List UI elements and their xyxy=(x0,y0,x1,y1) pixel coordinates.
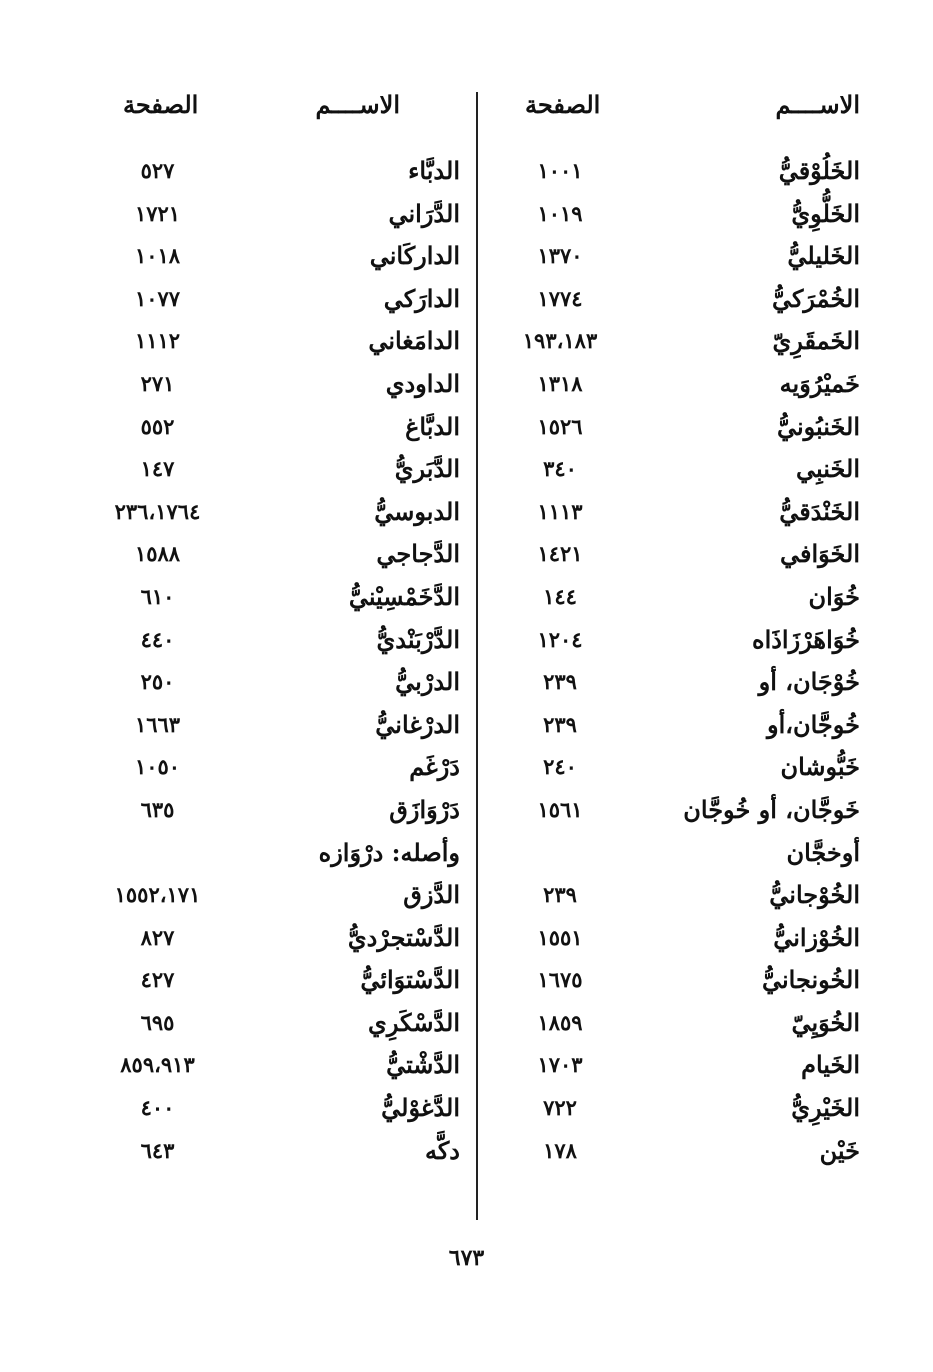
entry-name: دَرْوَازَق xyxy=(389,794,460,824)
index-entry-row xyxy=(485,280,875,323)
index-entry-row xyxy=(485,706,875,749)
entry-page: ٢٣٩ xyxy=(543,711,577,737)
index-entry-row xyxy=(95,237,475,280)
index-entry-row xyxy=(95,365,475,408)
entry-name: خَوجَّان، أو خُوجَّان xyxy=(683,794,860,824)
entry-page: ٨٢٧ xyxy=(140,924,175,950)
entry-name: الخَمقَرِيّ xyxy=(772,326,860,356)
index-entry-row xyxy=(485,1046,875,1089)
entry-page: ١٦٦٣ xyxy=(134,711,181,737)
index-entry-row xyxy=(485,535,875,578)
entry-name: دكَّه xyxy=(425,1135,460,1165)
entry-name: الدَّسْتوَائيُّ xyxy=(360,965,460,995)
entry-page: ١١١٢ xyxy=(134,328,181,354)
entry-page: ٢٥٠ xyxy=(140,669,175,695)
entry-name: الخَلُّوِيُّ xyxy=(791,198,860,228)
right-name-header: الاســــم xyxy=(775,90,860,119)
left-name-header: الاســــم xyxy=(315,90,400,119)
index-entry-row xyxy=(95,493,475,536)
entry-page: ١٥٢٦ xyxy=(537,413,583,439)
index-entry-row xyxy=(485,1089,875,1132)
index-entry-row xyxy=(95,1132,475,1175)
entry-name: وأصله: درْوَازه xyxy=(318,837,460,867)
entry-name: الدارَكي xyxy=(383,283,460,313)
entry-name: خَيْن xyxy=(819,1135,860,1165)
index-entry-row xyxy=(95,408,475,451)
entry-name: خَميْرُوَيه xyxy=(779,368,860,398)
index-entry-row xyxy=(485,578,875,621)
entry-page: ١٤٤ xyxy=(543,583,577,609)
entry-name: الخُوْزانيُّ xyxy=(773,922,860,952)
index-entry-row xyxy=(95,450,475,493)
entry-page: ٤٠٠ xyxy=(140,1095,175,1121)
entry-page: ٤٢٧ xyxy=(140,967,175,993)
entry-name: الخَنبُونيُّ xyxy=(776,411,860,441)
entry-name: الدَّسْتجرْديُّ xyxy=(347,922,460,952)
entry-page: ٢٤٠ xyxy=(543,754,577,780)
entry-page: ١٠١٨ xyxy=(134,243,181,269)
index-entry-row xyxy=(95,1046,475,1089)
entry-name: الخُمْرَكيُّ xyxy=(771,283,860,313)
entry-page: ٣٤٠ xyxy=(543,456,577,482)
entry-name: الخُونجانيُّ xyxy=(761,965,860,995)
entry-name: خُوجَّان،أو xyxy=(766,709,860,739)
entry-page: ١٧٢١ xyxy=(134,200,181,226)
entry-name: الخَنْدَقيُّ xyxy=(779,496,860,526)
entry-page: ٢٣٩ xyxy=(543,669,577,695)
index-entry-row xyxy=(485,322,875,365)
index-entry-row xyxy=(485,748,875,791)
entry-name: الخَلُوْقيُّ xyxy=(778,156,860,185)
entry-page: ١٨٥٩ xyxy=(537,1009,583,1035)
index-entry-row xyxy=(95,663,475,706)
entry-page: ١٢٠٤ xyxy=(537,626,583,652)
index-entry-row xyxy=(485,834,875,877)
index-entry-row xyxy=(485,876,875,919)
index-entry-row xyxy=(95,919,475,962)
entry-page: ١٥٥١ xyxy=(537,924,583,950)
index-entry-row xyxy=(485,365,875,408)
index-entry-row xyxy=(485,408,875,451)
index-entry-row xyxy=(95,748,475,791)
entry-page: ١٧٧٤ xyxy=(537,285,583,311)
index-entry-row xyxy=(95,621,475,664)
entry-page: ٤٤٠ xyxy=(140,626,175,652)
right-index-rows xyxy=(485,152,875,1174)
entry-name: الخَيْرِيُّ xyxy=(791,1093,860,1123)
index-entry-row xyxy=(485,195,875,238)
index-entry-row xyxy=(95,1004,475,1047)
entry-page: ١٠٠١ xyxy=(537,158,583,183)
entry-page: ٢٣٩ xyxy=(543,882,577,908)
index-entry-row xyxy=(485,961,875,1004)
entry-page: ٥٥٢ xyxy=(140,413,175,439)
entry-name: أوخجَّان xyxy=(786,837,860,867)
entry-name: دَرْغَم xyxy=(409,752,460,782)
entry-name: الدرْغانيُّ xyxy=(375,709,460,739)
entry-page: ١٠١٩ xyxy=(537,200,583,226)
index-entry-row xyxy=(95,195,475,238)
entry-name: الخَيام xyxy=(801,1050,860,1080)
entry-name: الداركَاني xyxy=(369,241,460,271)
index-entry-row xyxy=(485,493,875,536)
entry-name: خَبُّوشان xyxy=(780,752,860,782)
index-entry-row xyxy=(485,1004,875,1047)
entry-page: ١٤٢١ xyxy=(537,541,583,567)
index-entry-row xyxy=(95,706,475,749)
index-entry-row xyxy=(485,919,875,962)
index-entry-row xyxy=(95,876,475,919)
page-number: ٦٧٣ xyxy=(448,1245,485,1271)
entry-page: ٨٥٩،٩١٣ xyxy=(120,1052,195,1078)
index-entry-row xyxy=(485,1132,875,1175)
index-entry-row xyxy=(485,237,875,280)
index-entry-row xyxy=(95,1089,475,1132)
entry-name: الدَّزق xyxy=(403,880,460,910)
entry-page: ١٥٦١ xyxy=(537,796,583,822)
entry-name: خُوَاهَرْزَاذَاه xyxy=(752,624,860,654)
index-entry-row xyxy=(95,322,475,365)
entry-name: الدَّجاجي xyxy=(376,539,460,569)
entry-name: الداودي xyxy=(385,368,460,398)
entry-page: ١٦٧٥ xyxy=(537,967,583,993)
entry-page: ٥٢٧ xyxy=(140,158,175,183)
entry-page: ٧٢٢ xyxy=(543,1095,577,1121)
index-entry-row xyxy=(95,280,475,323)
entry-page: ١٠٧٧ xyxy=(134,285,181,311)
index-entry-row xyxy=(95,834,475,877)
entry-page: ١٤٧ xyxy=(140,456,175,482)
entry-name: الخُوْجانيُّ xyxy=(769,880,860,910)
entry-page: ٦٤٣ xyxy=(140,1137,175,1163)
index-entry-row xyxy=(485,621,875,664)
entry-page: ١٥٥٢،١٧١ xyxy=(114,882,201,908)
index-entry-row xyxy=(95,791,475,834)
right-page-header: الصفحة xyxy=(525,90,601,119)
entry-page: ١٣١٨ xyxy=(537,370,583,396)
entry-name: الدرْبيُّ xyxy=(395,667,460,697)
entry-name: الدبوسيُّ xyxy=(374,496,460,526)
index-entry-row xyxy=(485,791,875,834)
index-entry-row xyxy=(95,535,475,578)
entry-name: خُوْجَان، أو xyxy=(758,667,860,697)
entry-name: الدَّسْكَرِي xyxy=(368,1007,460,1037)
index-entry-row xyxy=(95,152,475,195)
entry-page: ١٩٣،١٨٣ xyxy=(522,328,598,354)
entry-name: خُوَان xyxy=(808,581,860,611)
entry-page: ٦٩٥ xyxy=(140,1009,175,1035)
entry-name: الدبَّاء xyxy=(408,156,460,185)
index-entry-row xyxy=(95,961,475,1004)
index-entry-row xyxy=(485,450,875,493)
index-entry-row xyxy=(485,663,875,706)
entry-page: ٦٣٥ xyxy=(140,796,175,822)
entry-name: الدَّغوْليُّ xyxy=(381,1093,460,1123)
entry-name: الدَّرَاني xyxy=(388,198,460,228)
entry-name: الخَليليُّ xyxy=(787,241,860,271)
entry-page: ٢٣٦،١٧٦٤ xyxy=(114,498,201,524)
entry-page: ١٧٠٣ xyxy=(537,1052,583,1078)
index-entry-row xyxy=(95,578,475,621)
left-index-rows xyxy=(95,152,475,1174)
entry-page: ١٠٥٠ xyxy=(134,754,181,780)
left-page-header: الصفحة xyxy=(123,90,199,119)
entry-name: الدَّشْتيُّ xyxy=(386,1050,460,1080)
entry-name: الدَّبَريُّ xyxy=(394,454,460,484)
entry-name: الدبَّاغ xyxy=(405,411,460,441)
entry-name: الخَنبِي xyxy=(796,454,860,484)
entry-page: ١٧٨ xyxy=(543,1137,577,1163)
entry-name: الدَّرْبَنْديُّ xyxy=(376,624,460,654)
entry-page: ١٥٨٨ xyxy=(134,541,181,567)
entry-name: الخَوَافي xyxy=(779,539,860,569)
entry-name: الدَّخَمْسِيْنيُّ xyxy=(348,581,460,611)
column-divider xyxy=(476,92,478,1220)
entry-name: الخُوَيِيّ xyxy=(791,1007,860,1037)
entry-page: ٦١٠ xyxy=(140,583,175,609)
entry-page: ٢٧١ xyxy=(140,370,175,396)
entry-page: ١٣٧٠ xyxy=(537,243,583,269)
index-entry-row xyxy=(485,152,875,195)
entry-page: ١١١٣ xyxy=(537,498,583,524)
entry-name: الدامَغاني xyxy=(368,326,460,356)
